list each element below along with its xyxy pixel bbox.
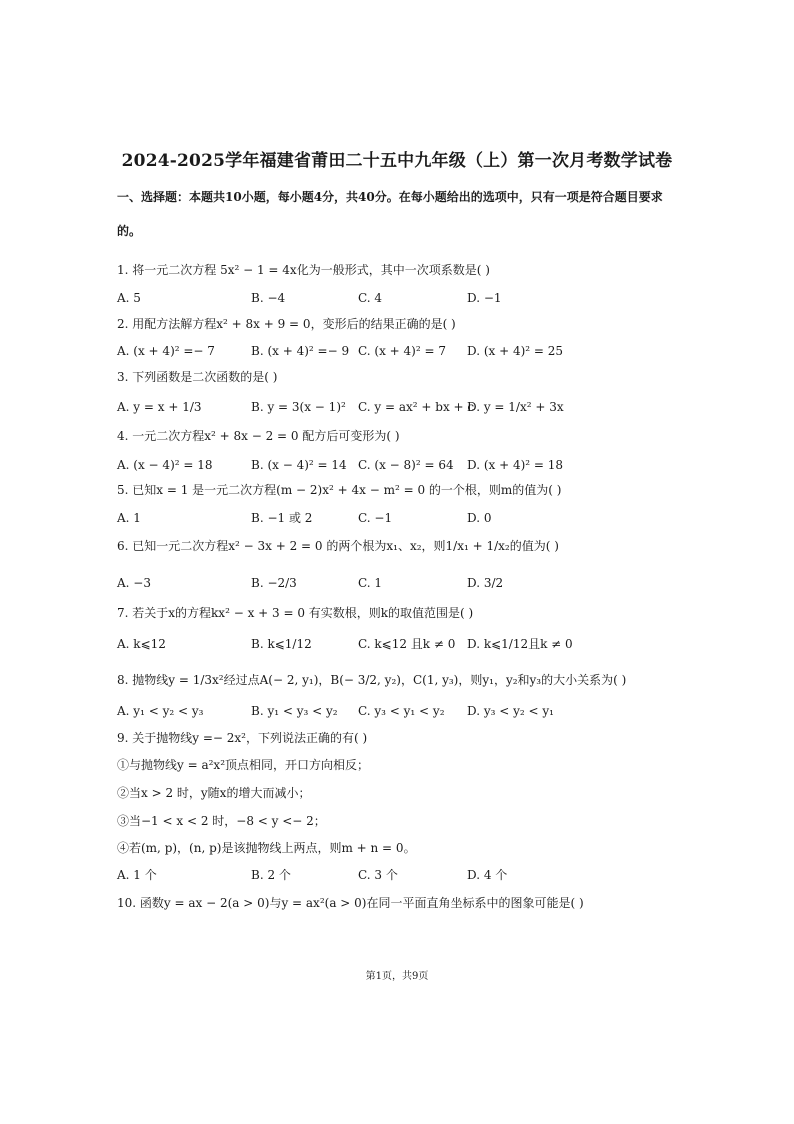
question-4-stem: 4. 一元二次方程x² + 8x − 2 = 0 配方后可变形为( ) bbox=[117, 429, 400, 443]
question-9-statement-2: ②当x > 2 时，y随x的增大而减小； bbox=[117, 786, 311, 800]
question-3-stem: 3. 下列函数是二次函数的是( ) bbox=[117, 370, 278, 384]
option-a: A. y = x + 1/3 bbox=[117, 400, 202, 414]
question-4-options bbox=[117, 457, 697, 477]
option-b: B. −4 bbox=[251, 291, 286, 305]
option-a: A. 1 bbox=[117, 511, 141, 525]
question-9-options bbox=[117, 867, 697, 887]
option-c: C. 1 bbox=[358, 576, 383, 590]
option-d: D. (x + 4)² = 18 bbox=[467, 458, 564, 472]
option-b: B. y = 3(x − 1)² bbox=[251, 400, 346, 414]
question-10-stem: 10. 函数y = ax − 2(a > 0)与y = ax²(a > 0)在同一平面直角坐标系中的图象可能是( ) bbox=[117, 896, 584, 910]
question-5-stem: 5. 已知x = 1 是一元二次方程(m − 2)x² + 4x − m² = 0 的一个根，则m的值为( ) bbox=[117, 483, 562, 497]
question-6-stem: 6. 已知一元二次方程x² − 3x + 2 = 0 的两个根为x₁、x₂，则1/x₁ + 1/x₂的值为( ) bbox=[117, 539, 559, 553]
question-9-statement-4: ④若(m, p)，(n, p)是该抛物线上两点，则m + n = 0。 bbox=[117, 841, 416, 855]
question-8-stem: 8. 抛物线y = 1/3x²经过点A(− 2, y₁)，B(− 3/2, y₂)，C(1, y₃)，则y₁，y₂和y₃的大小关系为( ) bbox=[117, 673, 627, 687]
option-c: C. 3 个 bbox=[358, 868, 398, 882]
option-d: D. −1 bbox=[467, 291, 502, 305]
exam-title: 2024-2025学年福建省莆田二十五中九年级（上）第一次月考数学试卷 bbox=[121, 151, 673, 171]
option-b: B. −2/3 bbox=[251, 576, 297, 590]
option-d: D. 3/2 bbox=[467, 576, 504, 590]
option-d: D. 4 个 bbox=[467, 868, 508, 882]
question-9-statement-3: ③当−1 < x < 2 时，−8 < y <− 2； bbox=[117, 814, 326, 828]
option-a: A. y₁ < y₂ < y₃ bbox=[117, 704, 204, 718]
option-a: A. k⩽12 bbox=[117, 637, 166, 651]
option-c: C. y = ax² + bx + c bbox=[358, 400, 475, 414]
option-b: B. y₁ < y₃ < y₂ bbox=[251, 704, 338, 718]
option-d: D. y₃ < y₂ < y₁ bbox=[467, 704, 554, 718]
option-a: A. 1 个 bbox=[117, 868, 157, 882]
option-c: C. (x + 4)² = 7 bbox=[358, 344, 446, 358]
question-6-options bbox=[117, 575, 697, 595]
section-heading: 一、选择题：本题共10小题，每小题4分，共40分。在每小题给出的选项中，只有一项是符合题目要求的。 bbox=[117, 190, 663, 238]
option-c: C. y₃ < y₁ < y₂ bbox=[358, 704, 445, 718]
question-9-statement-1: ①与抛物线y = a²x²顶点相同，开口方向相反； bbox=[117, 758, 370, 772]
question-1-stem: 1. 将一元二次方程 5x² − 1 = 4x化为一般形式，其中一次项系数是( ) bbox=[117, 263, 490, 277]
option-c: C. (x − 8)² = 64 bbox=[358, 458, 454, 472]
option-b: B. (x + 4)² =− 9 bbox=[251, 344, 350, 358]
question-5-options bbox=[117, 510, 697, 530]
question-7-stem: 7. 若关于x的方程kx² − x + 3 = 0 有实数根，则k的取值范围是( ) bbox=[117, 606, 474, 620]
question-8-options bbox=[117, 703, 697, 723]
option-b: B. −1 或 2 bbox=[251, 511, 313, 525]
option-d: D. k⩽1/12且k ≠ 0 bbox=[467, 637, 573, 651]
question-7-options bbox=[117, 636, 697, 656]
option-a: A. 5 bbox=[117, 291, 141, 305]
option-d: D. y = 1/x² + 3x bbox=[467, 400, 564, 414]
option-a: A. −3 bbox=[117, 576, 151, 590]
option-b: B. 2 个 bbox=[251, 868, 291, 882]
option-b: B. k⩽1/12 bbox=[251, 637, 312, 651]
question-2-stem: 2. 用配方法解方程x² + 8x + 9 = 0，变形后的结果正确的是( ) bbox=[117, 317, 456, 331]
page-footer: 第1页，共9页 bbox=[365, 971, 429, 982]
option-c: C. k⩽12 且k ≠ 0 bbox=[358, 637, 456, 651]
question-3-options bbox=[117, 399, 697, 419]
option-c: C. −1 bbox=[358, 511, 393, 525]
option-a: A. (x − 4)² = 18 bbox=[117, 458, 213, 472]
option-b: B. (x − 4)² = 14 bbox=[251, 458, 347, 472]
option-d: D. 0 bbox=[467, 511, 492, 525]
question-1-options bbox=[117, 290, 697, 310]
question-9-stem: 9. 关于抛物线y =− 2x²，下列说法正确的有( ) bbox=[117, 731, 368, 745]
question-2-options bbox=[117, 343, 697, 363]
option-d: D. (x + 4)² = 25 bbox=[467, 344, 564, 358]
option-c: C. 4 bbox=[358, 291, 383, 305]
option-a: A. (x + 4)² =− 7 bbox=[117, 344, 215, 358]
